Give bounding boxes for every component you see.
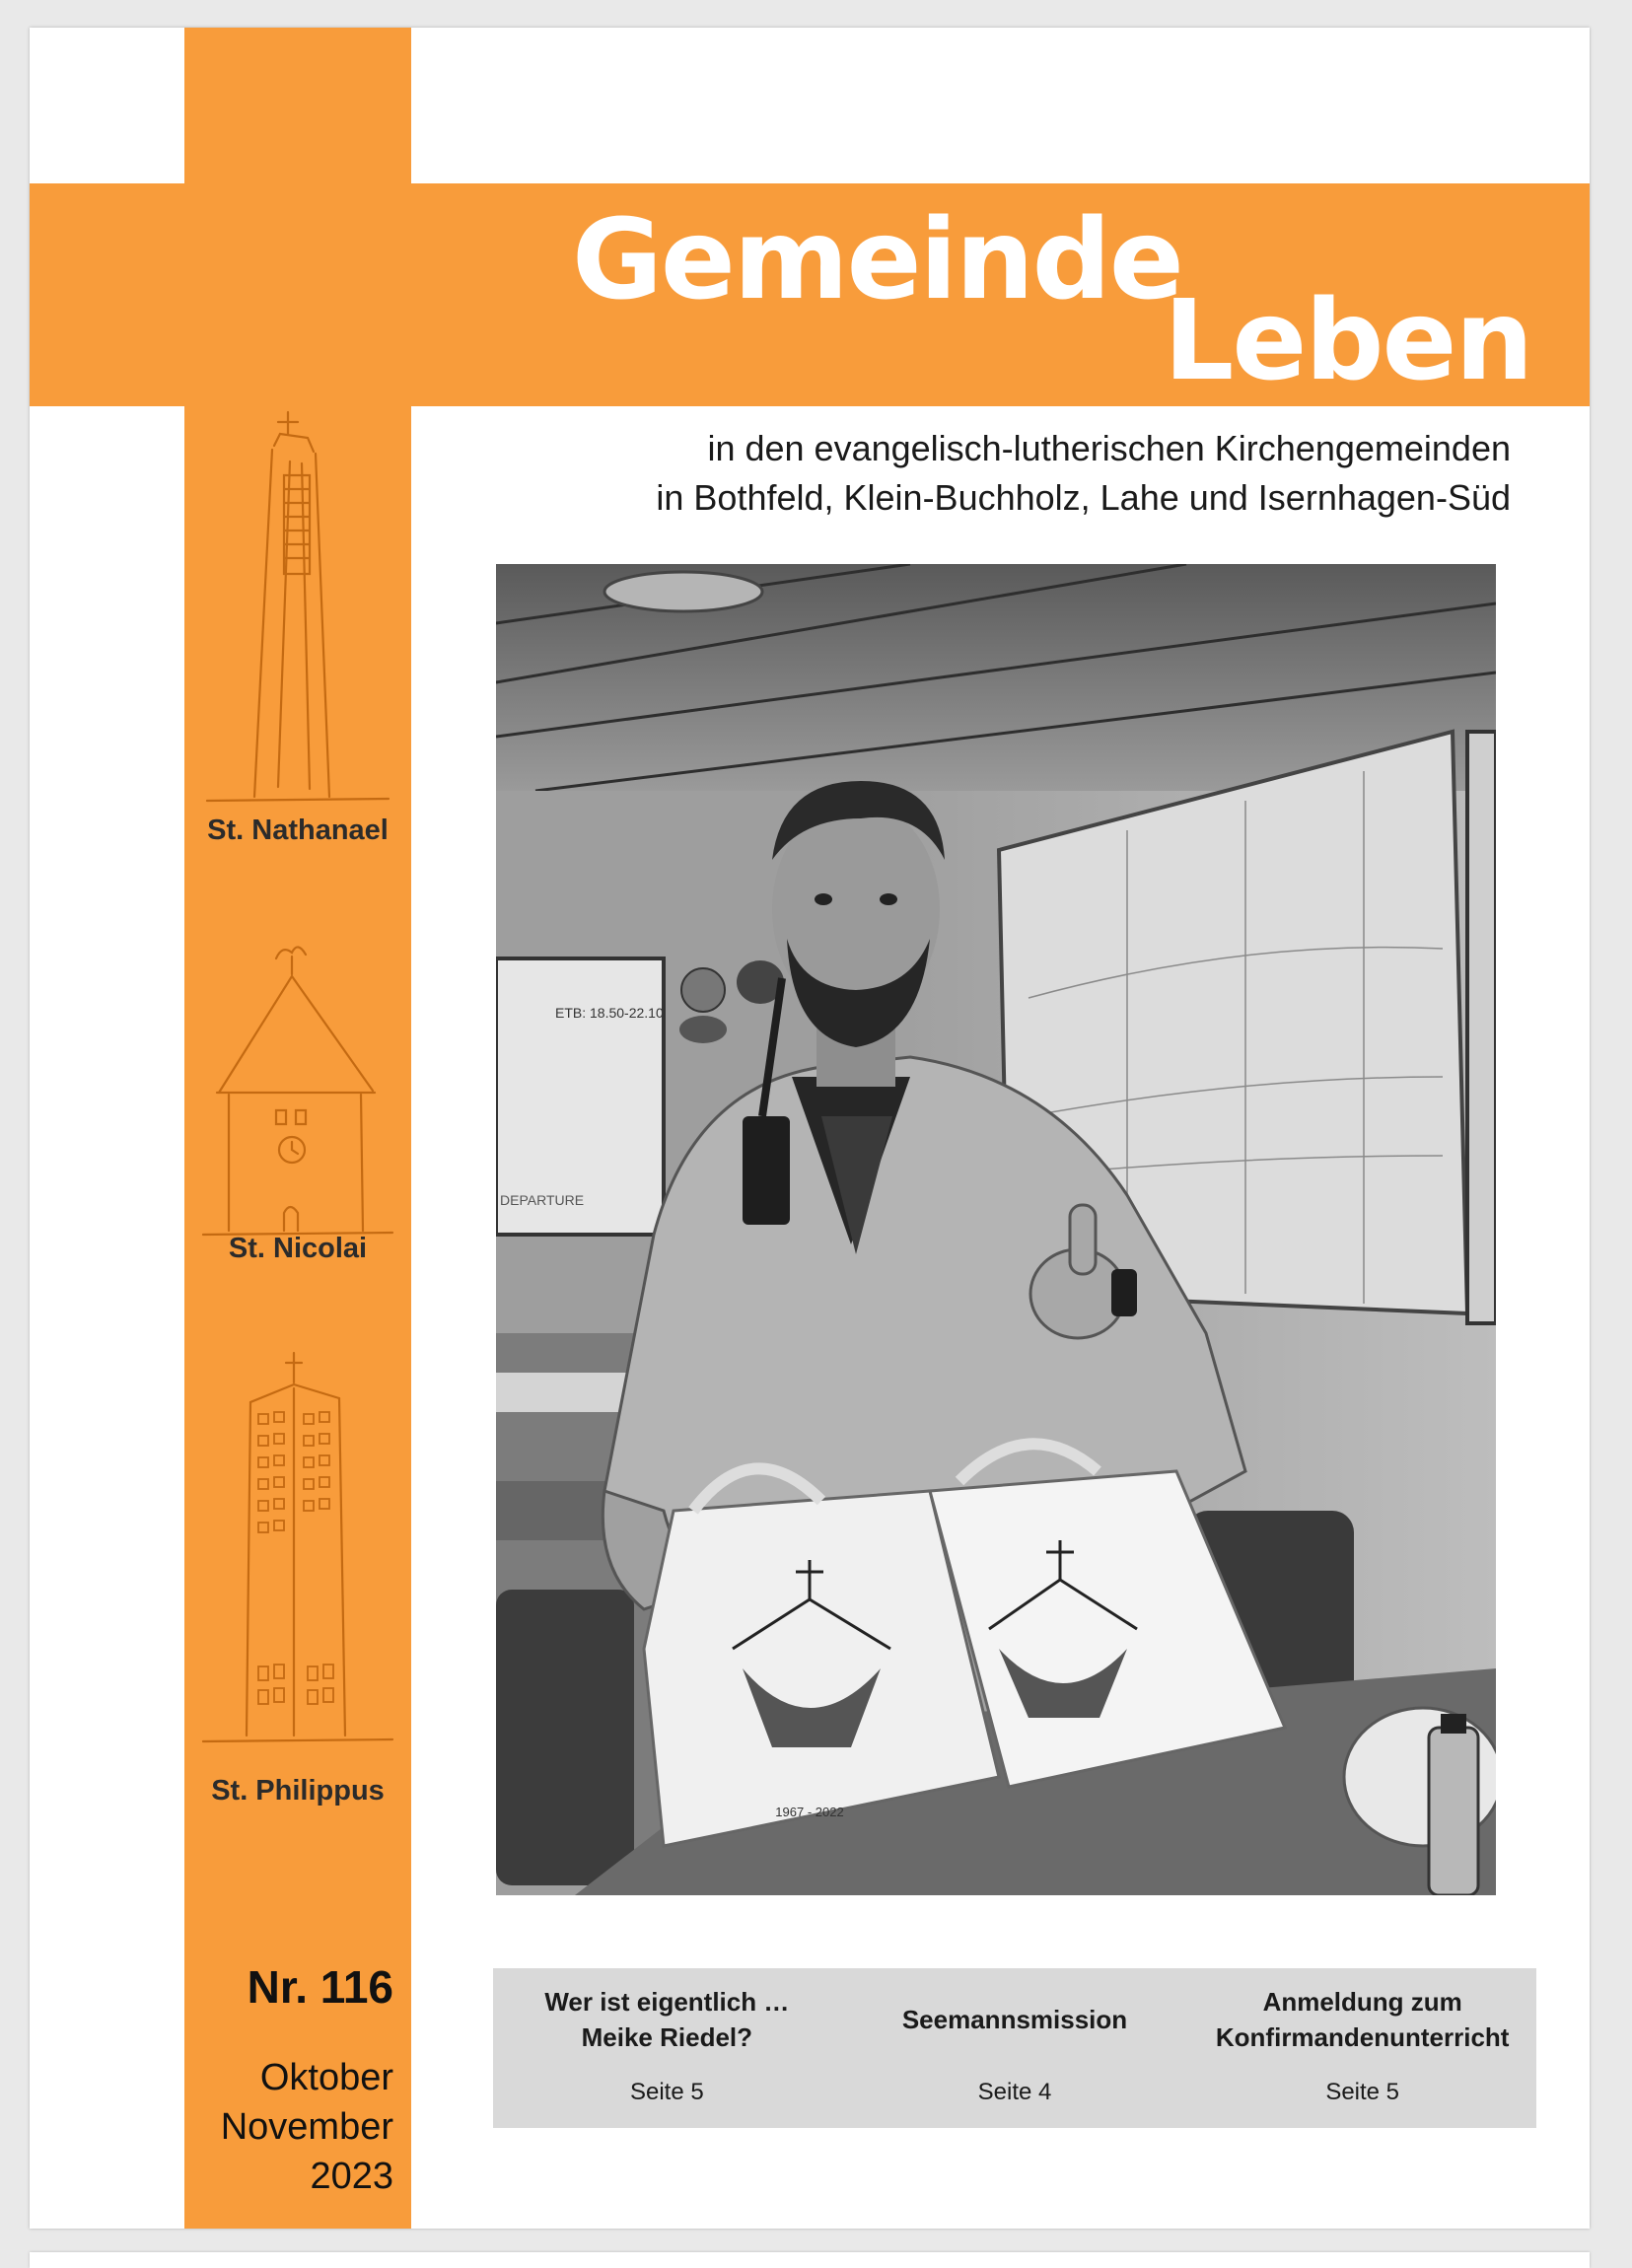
church-tower-sketch-icon: [199, 1349, 396, 1753]
board-text-departure: DEPARTURE: [500, 1192, 585, 1208]
church-sketch-nicolai: [184, 935, 411, 1240]
issue-month-2: November: [220, 2106, 393, 2148]
cover-page: [30, 28, 1590, 2229]
teaser-title-line-2: Konfirmandenunterricht: [1215, 2022, 1510, 2052]
teaser-title-line-1: Wer ist eigentlich …: [544, 1987, 790, 2017]
teaser-page-ref: Seite 5: [1325, 2079, 1400, 2105]
teaser-meike-riedel[interactable]: [493, 1968, 841, 2128]
title-leben: Leben: [1164, 277, 1532, 405]
next-page-edge: [30, 2252, 1590, 2268]
cover-photo: [496, 564, 1496, 1895]
teaser-title-line-2: Meike Riedel?: [581, 2022, 753, 2052]
subtitle-line-2: in Bothfeld, Klein-Buchholz, Lahe und Isernhagen-Süd: [656, 477, 1511, 518]
title-gemeinde: Gemeinde: [572, 196, 1182, 324]
teaser-title: [841, 2002, 1189, 2037]
teaser-title: [493, 1984, 841, 2055]
teaser-box: [493, 1968, 1536, 2128]
teaser-title-line-1: Anmeldung zum: [1262, 1987, 1462, 2017]
issue-year: 2023: [310, 2156, 393, 2197]
church-sketch-philippus: [184, 1349, 411, 1753]
church-label-philippus: St. Philippus: [211, 1775, 385, 1807]
teaser-konfirmanden[interactable]: [1188, 1968, 1536, 2128]
seaman-photo-illustration: [496, 564, 1496, 1895]
board-text-etb: ETB: 18.50-22.10: [555, 1005, 664, 1021]
issue-number: Nr. 116: [247, 1961, 393, 2013]
teaser-seemannsmission[interactable]: [841, 1968, 1189, 2128]
tower-sketch-icon: [199, 402, 396, 826]
church-label-nicolai: St. Nicolai: [228, 1233, 368, 1264]
bag-years-text: 1967 - 2022: [775, 1805, 844, 1819]
chapel-sketch-icon: [199, 935, 396, 1240]
teaser-page-ref: Seite 5: [629, 2079, 704, 2105]
teaser-page-ref: Seite 4: [977, 2079, 1052, 2105]
subtitle: [426, 424, 1511, 523]
teaser-title: [1188, 1984, 1536, 2055]
church-label-nathanael: St. Nathanael: [207, 815, 389, 846]
issue-month-1: Oktober: [259, 2057, 393, 2098]
subtitle-line-1: in den evangelisch-lutherischen Kirchengemeinden: [707, 428, 1511, 468]
church-sketch-nathanael: [184, 402, 411, 826]
teaser-title-line-1: Seemannsmission: [901, 2005, 1128, 2034]
